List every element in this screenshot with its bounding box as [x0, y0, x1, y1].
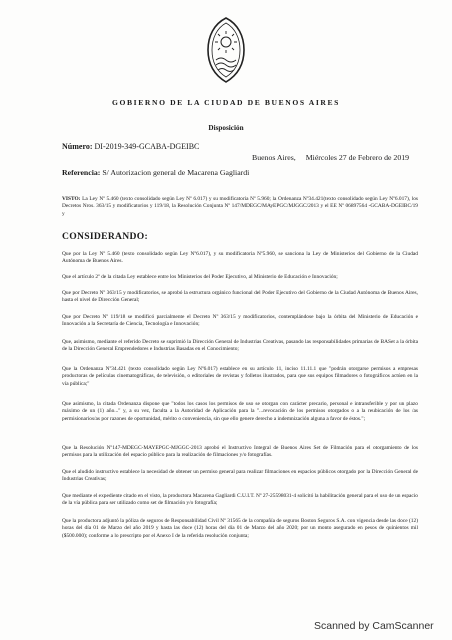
considerando-paragraph-11: Que la productora adjuntó la póliza de seguros de Responsabilidad Civil Nº 31565 de la compañía de seguros Boston Seguros S.A. con vigencia desde las doce (12) horas del día 01 de Marzo del año 2019 y hasta las doce (12) horas del día 01 de Marzo del año 2020; por un monto asegurado en pesos de quinientos mil ($500.000); conforme a lo prescripto por el Anexo I de la referida resolución conjunta;	[62, 518, 418, 539]
considerando-paragraph-9: Que el aludido instructivo establece la necesidad de obtener un permiso general para realizar filmaciones en espacios públicos otorgado por la Dirección General de Industrias Creativas;	[62, 469, 418, 483]
considerando-paragraph-7: Que asimismo, la citada Ordenanza dispone que "todos los casos los permisos de uso se otorgan con carácter precario, personal e intransferible y por un plazo máximo de un (1) año..." y, a su vez, faculta a la Autoridad de Aplicación para la "...revocación de los permisos otorgados o a la reubicación de los /as permisionarios/as por razones de oportunidad, mérito o conveniencia, sin que ello genere derecho a indemnización alguna a favor de éstos.";	[62, 401, 418, 422]
considerando-paragraph-1: Que por la Ley Nº 5.460 (texto consolidado según Ley Nº6.017), y su modificatoria Nº5.960, se sanciona la Ley de Ministerios del Gobierno de la Ciudad Autónoma de Buenos Aires.	[62, 251, 418, 265]
visto-paragraph	[62, 196, 418, 218]
considerando-paragraph-6: Que la Ordenanza Nº34.421 (texto consolidado según Ley Nº6.017) establece en su artículo 11, inciso 11.11.1 que "podrán otorgarse permisos a empresas productoras de películas cinematográficas, de televisión, o editoriales de revistas y folletos ilustrados, para que sus equipos filmadores o fotográficos actúen en la vía pública;"	[62, 366, 418, 387]
considerando-heading: CONSIDERANDO:	[62, 231, 148, 242]
numero-value: DI-2019-349-GCABA-DGEIBC	[94, 142, 200, 151]
numero-label: Número:	[62, 142, 93, 151]
considerando-paragraph-2: Que el artículo 2º de la citada Ley establece entre los Ministerios del Poder Ejecutivo, al Ministerio de Educación e Innovación;	[62, 274, 338, 280]
considerando-paragraph-10: Que mediante el expediente citado en el visto, la productora Macarena Gagliardi C.U.I.T. Nº 27-25598031-4 solicitó la habilitación general para el uso de un espacio de la vía pública para ser utilizado como set de filmación y/o fotografía;	[62, 493, 418, 507]
referencia-label: Referencia:	[62, 168, 101, 177]
document-type-heading: Disposición	[208, 124, 244, 132]
visto-text: La Ley Nº 5.460 (texto consolidado según Ley Nº 6.017) y su modificatoria Nº 5.960; la Ordenanza Nº34.421(texto consolidado según Ley Nº6.017), los Decretos Nros. 363/15 y modificatorios y 119/18, la Resolución Conjunta Nº 147/MDEGC/MAyEPGC/MJGGC/2013 y el EE Nº 06897564 -GCABA-DGEIBC/19 y	[62, 196, 418, 217]
government-title: GOBIERNO DE LA CIUDAD DE BUENOS AIRES	[112, 98, 340, 107]
considerando-paragraph-8: Que la Resolución Nº147-MDEGC-MAYEPGC-MJGGC-2013 aprobó el Instructivo Integral de Buenos Aires Set de Filmación para el otorgamiento de los permisos para la utilización del espacio público para la realización de filmaciones y/o fotografías.	[62, 445, 418, 459]
document-number	[62, 142, 199, 151]
city-name: Buenos Aires,	[252, 153, 296, 162]
document-date: Miércoles 27 de Febrero de 2019	[305, 153, 410, 162]
scanner-watermark: Scanned by CamScanner	[314, 620, 434, 632]
visto-label: VISTO:	[62, 196, 81, 202]
document-date-line	[252, 153, 409, 162]
considerando-paragraph-5: Que, asimismo, mediante el referido Decreto se suprimió la Dirección General de Industrias Creativas, pasando las responsabilidades primarias de BASet a la órbita de la Dirección General Emprendedores e Industrias Basadas en el Conocimiento;	[62, 339, 418, 353]
document-reference	[62, 168, 249, 177]
considerando-paragraph-4: Que por Decreto Nº 119/18 se modificó parcialmente el Decreto Nº 363/15 y modificatorios, contemplándose bajo la órbita del Ministerio de Educación e Innovación a la Secretaría de Ciencia, Tecnología e Innovación;	[62, 314, 418, 328]
referencia-value: S/ Autorizacion general de Macarena Gagliardi	[102, 168, 250, 177]
city-coat-of-arms-icon	[204, 14, 248, 86]
considerando-paragraph-3: Que por Decreto Nº 363/15 y modificatorios, se aprobó la estructura orgánico funcional del Poder Ejecutivo del Gobierno de la Ciudad Autónoma de Buenos Aires, hasta el nivel de Dirección General;	[62, 290, 418, 304]
